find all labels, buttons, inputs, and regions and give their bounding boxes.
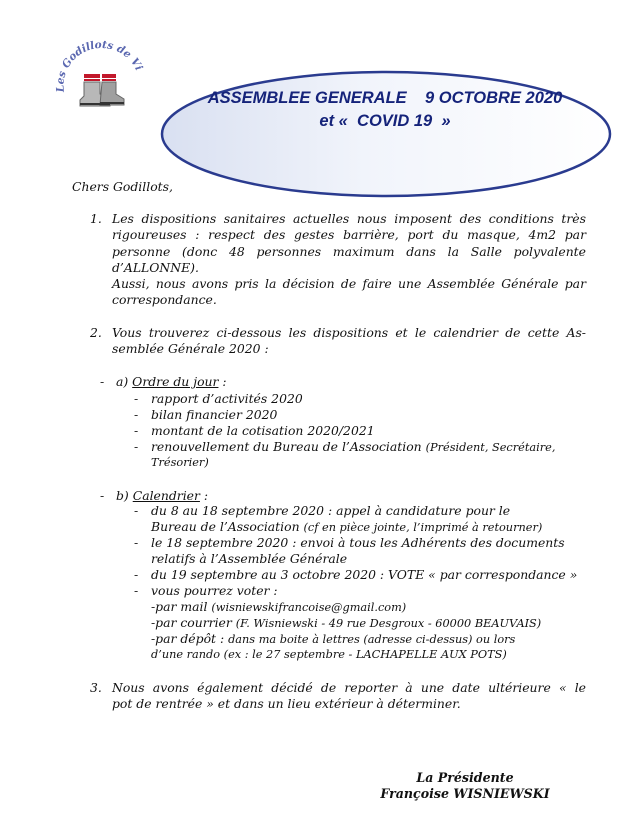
calendar-item: du 19 septembre au 3 octobre 2020 : VOTE « par correspondance » — [151, 567, 578, 582]
bullet-dash: - — [134, 535, 139, 550]
section-b-heading: b) Calendrier : — [116, 488, 209, 503]
item1-line: personne (donc 48 personnes maximum dans la Salle polyvalente — [112, 244, 586, 259]
item1-line: d’ALLONNE). — [112, 260, 199, 275]
calendar-item-continued: Bureau de l’Association (cf en pièce jointe, l’imprimé à retourner) — [151, 519, 543, 534]
item3-number: 3. — [90, 680, 102, 695]
bullet-dash: - — [134, 439, 139, 454]
bullet-dash: - — [134, 407, 139, 422]
vote-method-depot: -par dépôt : dans ma boite à lettres (adresse ci-dessus) ou lors — [151, 631, 516, 646]
calendar-item: vous pourrez voter : — [151, 583, 278, 598]
agenda-item: montant de la cotisation 2020/2021 — [151, 423, 375, 438]
bullet-dash: - — [134, 423, 139, 438]
bullet-dash: - — [134, 391, 139, 406]
agenda-item-continued: Trésorier) — [151, 456, 209, 469]
agenda-item: renouvellement du Bureau de l’Association (Président, Secrétaire, — [151, 439, 556, 454]
section-b-title: Calendrier — [132, 488, 200, 503]
item3-line: Nous avons également décidé de reporter à une date ultérieure « le — [112, 680, 586, 695]
calendar-item-continued: relatifs à l’Assemblée Générale — [151, 551, 348, 566]
section-a-dash: - — [100, 374, 105, 389]
section-a-title: Ordre du jour — [132, 374, 219, 389]
logo-arc-text: Les Godillots de Vi — [54, 38, 145, 93]
item2-number: 2. — [90, 325, 102, 340]
item1-line: correspondance. — [112, 292, 217, 307]
section-b-dash: - — [100, 488, 105, 503]
calendar-item: le 18 septembre 2020 : envoi à tous les Adhérents des documents — [151, 535, 565, 550]
title-banner — [158, 68, 614, 200]
page-title: ASSEMBLEE GENERALE 9 OCTOBRE 2020 — [207, 89, 563, 107]
signature-name: Françoise WISNIEWSKI — [380, 786, 550, 801]
item3-line: pot de rentrée » et dans un lieu extérieur à déterminer. — [112, 696, 461, 711]
bullet-dash: - — [134, 503, 139, 518]
page-subtitle: et « COVID 19 » — [319, 112, 451, 130]
signature-role: La Présidente — [416, 770, 514, 785]
vote-method-depot-continued: d’une rando (ex : le 27 septembre - LACHAPELLE AUX POTS) — [151, 648, 507, 661]
item2-line: semblée Générale 2020 : — [112, 341, 269, 356]
agenda-item: rapport d’activités 2020 — [151, 391, 303, 406]
section-a-heading: a) Ordre du jour : — [116, 374, 227, 389]
boots-icon — [80, 74, 124, 106]
club-logo — [50, 30, 150, 130]
item1-number: 1. — [90, 211, 102, 226]
vote-method-mail: -par mail (wisniewskifrancoise@gmail.com) — [151, 599, 407, 614]
email-address: (wisniewskifrancoise@gmail.com) — [211, 601, 407, 614]
bullet-dash: - — [134, 567, 139, 582]
item2-line: Vous trouverez ci-dessous les dispositions et le calendrier de cette As- — [112, 325, 586, 340]
bullet-dash: - — [134, 583, 139, 598]
item1-line: rigoureuses : respect des gestes barrière, port du masque, 4m2 par — [112, 227, 586, 242]
greeting: Chers Godillots, — [72, 179, 173, 194]
agenda-item: bilan financier 2020 — [151, 407, 278, 422]
item1-line: Les dispositions sanitaires actuelles nous imposent des conditions très — [112, 211, 586, 226]
item1-line: Aussi, nous avons pris la décision de faire une Assemblée Générale par — [112, 276, 586, 291]
calendar-item: du 8 au 18 septembre 2020 : appel à candidature pour le — [151, 503, 511, 518]
vote-method-courrier: -par courrier (F. Wisniewski - 49 rue Desgroux - 60000 BEAUVAIS) — [151, 615, 542, 630]
